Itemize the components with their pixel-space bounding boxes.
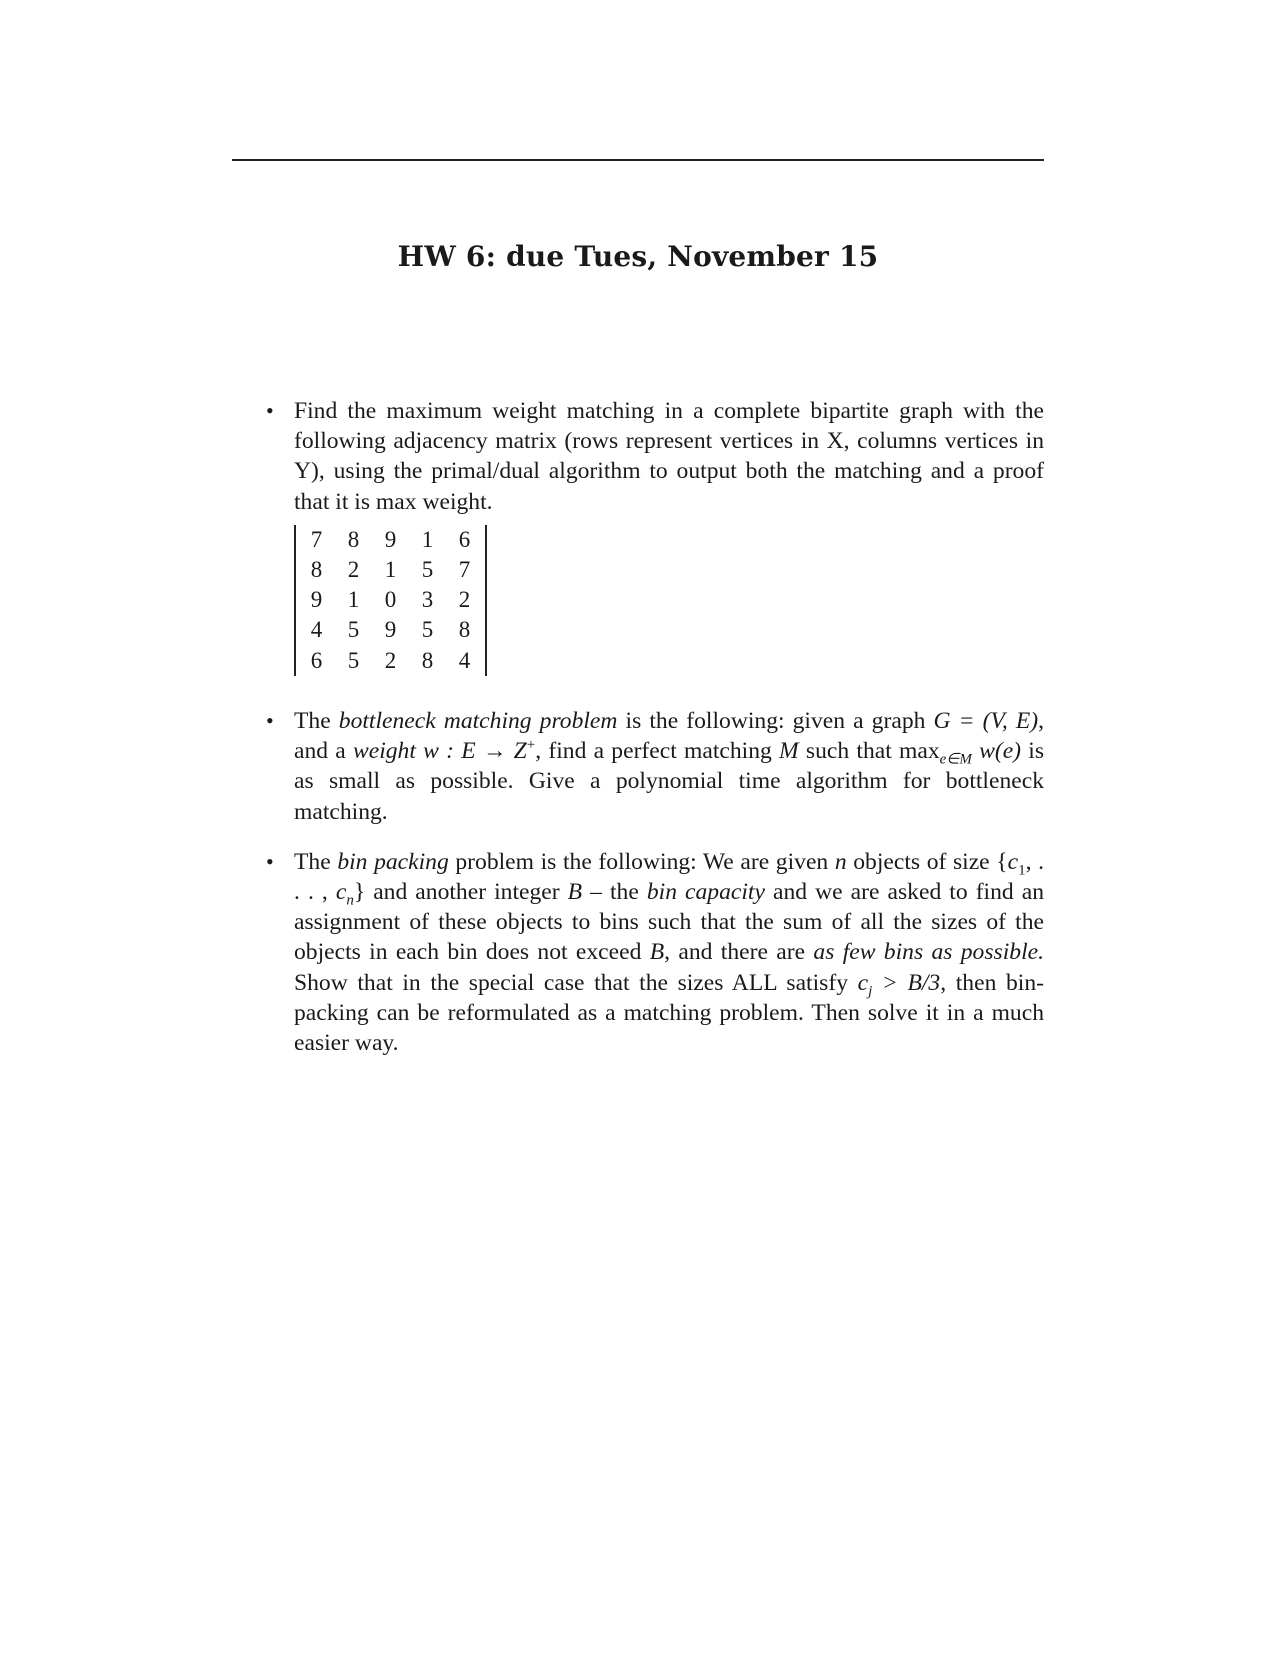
- matrix-cell: 9: [384, 526, 397, 552]
- math-expression: c: [335, 879, 347, 906]
- matrix-cell: 6: [310, 647, 323, 673]
- bullet-icon: •: [266, 848, 274, 874]
- math-superscript: +: [526, 737, 536, 754]
- matrix-cell: 5: [347, 617, 360, 643]
- page-title: HW 6: due Tues, November 15: [397, 240, 879, 273]
- math-expression: n: [834, 848, 847, 875]
- math-expression: w : E → Z: [415, 738, 527, 765]
- text-run: , then bin-packing can be reformulated as a matching problem. Then solve it in a much easier way.: [294, 969, 1044, 1057]
- problem-3-text: [294, 847, 1044, 1058]
- matrix-cell: 7: [458, 557, 471, 583]
- matrix-cell: 1: [384, 557, 397, 583]
- math-subscript: 1: [1018, 862, 1026, 879]
- bullet-icon: •: [266, 398, 274, 423]
- matrix-cell: 2: [458, 587, 471, 613]
- text-run: and we are asked to find an assignment of these objects to bins such that the sum of all the sizes of the objects in each bin does not exceed: [294, 879, 1045, 966]
- text-run: Show that in the special case that the sizes ALL satisfy: [294, 969, 858, 996]
- matrix-cell: 0: [384, 587, 397, 613]
- matrix-cell: 8: [347, 526, 360, 552]
- math-expression: > B/3: [872, 969, 941, 996]
- matrix-cell: 5: [421, 617, 434, 643]
- emphasis-term: bin capacity: [646, 879, 765, 906]
- matrix-cell: 8: [458, 617, 471, 643]
- matrix-cell: 2: [347, 557, 360, 583]
- matrix-cell: 2: [384, 647, 397, 673]
- problem-item-3: [262, 847, 1044, 1058]
- text-run: is the following: given a graph: [617, 708, 934, 735]
- text-run: is as small as possible. Give a polynomial time algorithm for bottleneck matching.: [294, 738, 1044, 825]
- emphasis-term: bin packing: [337, 848, 449, 875]
- matrix-cell: 3: [421, 587, 434, 613]
- text-run: problem is the following: We are given: [448, 848, 835, 875]
- math-subscript: j: [868, 983, 873, 1000]
- math-expression: M: [779, 738, 799, 765]
- math-expression: G = (V, E): [933, 708, 1039, 735]
- emphasis-term: weight: [353, 738, 416, 765]
- matrix-row: [298, 646, 483, 676]
- matrix-cell: 9: [310, 587, 323, 613]
- matrix-cell: 1: [421, 526, 434, 552]
- math-expression: w(e): [971, 738, 1022, 765]
- math-subscript: n: [346, 892, 354, 909]
- text-run: The: [294, 848, 338, 875]
- text-run: , and there are: [664, 939, 814, 966]
- problem-item-2: [262, 706, 1044, 827]
- text-run: , find a perfect matching: [535, 738, 780, 765]
- matrix-cell: 8: [421, 647, 434, 673]
- text-run: objects of size {: [846, 848, 1008, 875]
- matrix-cell: 5: [347, 647, 360, 673]
- emphasis-term: bottleneck matching problem: [338, 708, 618, 735]
- problem-1-text: Find the maximum weight matching in a complete bipartite graph with the following adjacency matrix (rows represent vertices in X, columns vertices in Y), using the primal/dual algorithm to output both the matching and a proof that it is max weight.: [294, 398, 1044, 515]
- math-expression: B: [567, 879, 583, 906]
- math-expression: c: [857, 969, 869, 996]
- math-expression: B: [649, 939, 665, 966]
- adjacency-matrix: [294, 525, 487, 676]
- matrix-row: [298, 585, 483, 615]
- matrix-cell: 6: [458, 526, 471, 552]
- matrix-cell: 4: [458, 647, 471, 673]
- problem-2-text: [294, 706, 1044, 827]
- text-run: , and a: [294, 708, 1044, 765]
- matrix-cell: 5: [421, 557, 434, 583]
- emphasis-term: as few bins as possible.: [813, 939, 1044, 966]
- text-run: , . . . ,: [294, 848, 1045, 906]
- matrix-row: [298, 615, 483, 645]
- matrix-cell: 7: [310, 526, 323, 552]
- matrix-cell: 1: [347, 587, 360, 613]
- matrix-cell: 4: [310, 617, 323, 643]
- matrix-cell: 9: [384, 617, 397, 643]
- text-run: The: [294, 708, 339, 735]
- matrix-row: [298, 555, 483, 585]
- header-rule: [232, 159, 1044, 161]
- matrix-row: [298, 525, 483, 555]
- math-subscript: e∈M: [939, 751, 972, 768]
- math-expression: c: [1007, 848, 1019, 875]
- text-run: } and another integer: [353, 879, 568, 906]
- text-run: such that max: [798, 738, 940, 765]
- matrix-cell: 8: [310, 557, 323, 583]
- problem-item-1: [262, 396, 1044, 686]
- text-run: – the: [582, 879, 647, 906]
- bullet-icon: •: [266, 708, 274, 734]
- problem-list: [262, 396, 1044, 1058]
